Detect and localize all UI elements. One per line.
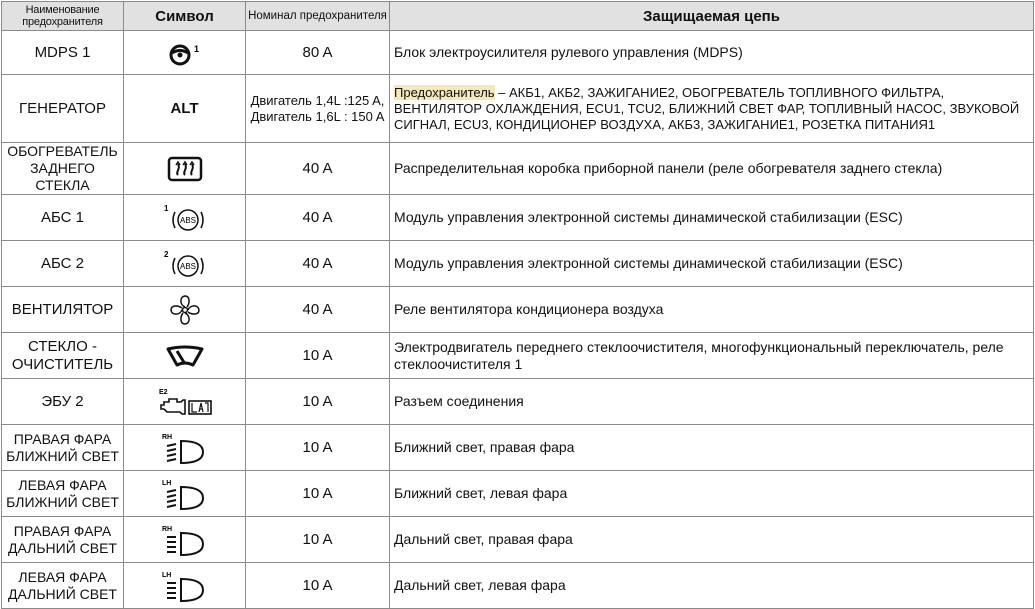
table-row — [2, 379, 1034, 425]
table-row — [2, 471, 1034, 517]
fuse-table — [1, 1, 1034, 609]
abs-label: ABS — [179, 261, 196, 271]
symbol-tag: 2 — [163, 249, 168, 259]
table-row — [2, 195, 1034, 241]
symbol-tag: RH — [161, 525, 172, 533]
table-row — [2, 143, 1034, 195]
fuse-name-line: ЛЕВАЯ ФАРА — [18, 568, 107, 585]
fuse-circuit: Ближний свет, правая фара — [390, 425, 1034, 471]
fuse-name: АБС 2 — [2, 241, 124, 287]
abs-icon — [162, 202, 208, 234]
abs-icon — [162, 248, 208, 280]
fuse-name-line: БЛИЖНИЙ СВЕТ — [6, 447, 119, 464]
rear-defroster-icon — [167, 156, 203, 182]
fuse-circuit: Дальний свет, правая фара — [390, 517, 1034, 563]
table-row — [2, 517, 1034, 563]
fuse-rating: 10 A — [246, 471, 390, 517]
fuse-circuit: Электродвигатель переднего стеклоочистителя, многофункциональный переключатель, реле стеклоочистителя 1 — [390, 333, 1034, 379]
steering-wheel-icon — [162, 40, 208, 66]
table-row — [2, 563, 1034, 609]
header-name: Наименование предохранителя — [2, 2, 124, 31]
fuse-circuit: Модуль управления электронной системы динамической стабилизации (ESC) — [390, 195, 1034, 241]
header-symbol: Символ — [124, 2, 246, 31]
high-beam-icon — [157, 569, 213, 603]
table-row — [2, 241, 1034, 287]
symbol-tag: RH — [161, 433, 172, 441]
fuse-name-line: ОБОГРЕВАТЕЛЬ — [7, 143, 118, 159]
low-beam-icon — [157, 477, 213, 511]
wiper-icon — [165, 343, 205, 369]
header-row — [2, 2, 1034, 31]
symbol-tag: 1 — [163, 203, 168, 213]
fuse-circuit: Дальний свет, левая фара — [390, 563, 1034, 609]
fuse-name: АБС 1 — [2, 195, 124, 241]
symbol-tag: E2 — [158, 388, 168, 396]
fuse-name-line: ЛЕВАЯ ФАРА — [18, 476, 107, 493]
fuse-rating: 40 A — [246, 195, 390, 241]
alt-label: ALT — [124, 75, 246, 143]
fuse-rating-line: Двигатель 1,4L :125 A, — [250, 92, 385, 108]
table-row — [2, 31, 1034, 75]
table-row — [2, 287, 1034, 333]
highlighted-word: Предохранитель — [394, 84, 495, 100]
fuse-name-line: ДАЛЬНИЙ СВЕТ — [8, 585, 117, 602]
symbol-tag: LH — [161, 571, 171, 579]
engine-ecu-icon — [153, 385, 217, 419]
fuse-name: ЭБУ 2 — [2, 379, 124, 425]
table-row — [2, 425, 1034, 471]
fuse-rating: 40 A — [246, 241, 390, 287]
fuse-circuit: Разъем соединения — [390, 379, 1034, 425]
fuse-circuit: – АКБ1, АКБ2, ЗАЖИГАНИЕ2, ОБОГРЕВАТЕЛЬ ТОПЛИВНОГО ФИЛЬТРА, ВЕНТИЛЯТОР ОХЛАЖДЕНИЯ, ECU1, TCU2, БЛИЖНИЙ СВЕТ ФАР, ТОПЛИВНЫЙ НАСОС, ЗВУКОВОЙ СИГНАЛ, ECU3, КОНДИЦИОНЕР ВОЗДУХА, АКБ3, ЗАЖИГАНИЕ1, РОЗЕТКА ПИТАНИЯ1 — [394, 84, 1020, 132]
fuse-circuit: Реле вентилятора кондиционера воздуха — [390, 287, 1034, 333]
abs-label: ABS — [179, 215, 196, 225]
fuse-name-line: БЛИЖНИЙ СВЕТ — [6, 493, 119, 510]
fuse-name-line: ПРАВАЯ ФАРА — [13, 430, 112, 447]
fuse-circuit: Модуль управления электронной системы динамической стабилизации (ESC) — [390, 241, 1034, 287]
header-rating: Номинал предохранителя — [246, 2, 390, 31]
table-row — [2, 75, 1034, 143]
fuse-name: MDPS 1 — [2, 31, 124, 75]
fuse-rating: 10 A — [246, 517, 390, 563]
fan-icon — [168, 293, 202, 327]
fuse-name: ВЕНТИЛЯТОР — [2, 287, 124, 333]
fuse-circuit: Ближний свет, левая фара — [390, 471, 1034, 517]
table-row — [2, 333, 1034, 379]
fuse-rating: 10 A — [246, 425, 390, 471]
fuse-rating-line: Двигатель 1,6L : 150 A — [250, 108, 385, 124]
fuse-rating: 10 A — [246, 333, 390, 379]
fuse-rating: 10 A — [246, 379, 390, 425]
low-beam-icon — [157, 431, 213, 465]
fuse-name-line: ПРАВАЯ ФАРА — [13, 522, 112, 539]
symbol-tag: 1 — [193, 43, 199, 54]
fuse-name-line: ЗАДНЕГО СТЕКЛА — [30, 160, 95, 193]
fuse-name-line: СТЕКЛО - — [28, 337, 97, 355]
fuse-name-line: ДАЛЬНИЙ СВЕТ — [8, 539, 117, 556]
fuse-rating: 40 A — [246, 287, 390, 333]
fuse-name: ГЕНЕРАТОР — [2, 75, 124, 143]
fuse-rating: 40 A — [246, 143, 390, 195]
fuse-rating: 80 A — [246, 31, 390, 75]
fuse-circuit: Блок электроусилителя рулевого управления (MDPS) — [390, 31, 1034, 75]
symbol-tag: LH — [161, 479, 171, 487]
header-circuit: Защищаемая цепь — [390, 2, 1034, 31]
fuse-rating: 10 A — [246, 563, 390, 609]
fuse-circuit: Распределительная коробка приборной панели (реле обогревателя заднего стекла) — [390, 143, 1034, 195]
high-beam-icon — [157, 523, 213, 557]
fuse-name-line: ОЧИСТИТЕЛЬ — [11, 355, 114, 373]
